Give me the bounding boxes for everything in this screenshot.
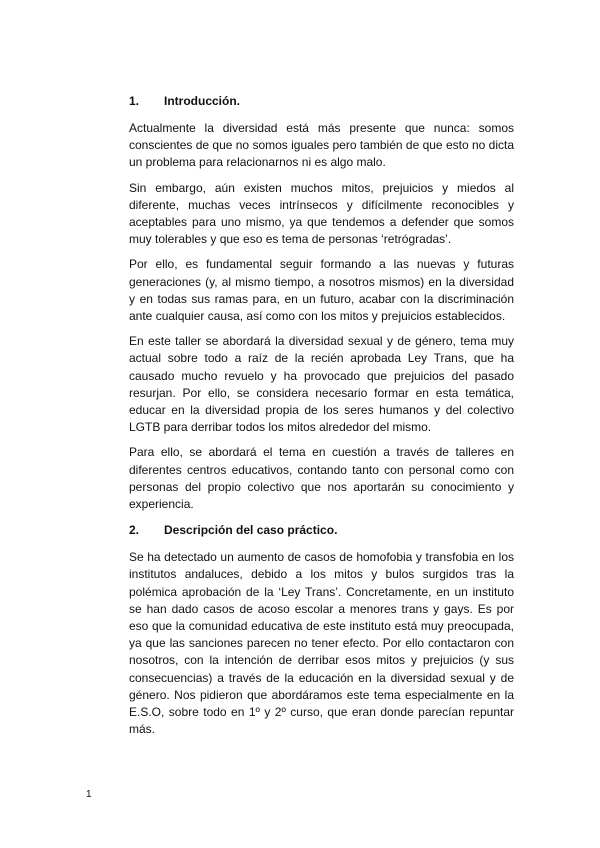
section-heading-descripcion	[129, 521, 514, 539]
paragraph: En este taller se abordará la diversidad sexual y de género, tema muy actual sobre todo a raíz de la recién aprobada Ley Trans, que ha causado mucho revuelo y ha provocado que prejuicios del pasado resurjan. Por ello, se considera necesario formar en esta temática, educar en la diversidad propia de los seres humanos y del colectivo LGTB para derribar todos los mitos alrededor del mismo.	[129, 334, 514, 435]
paragraph: Sin embargo, aún existen muchos mitos, prejuicios y miedos al diferente, muchas veces intrínsecos y difícilmente reconocibles y aceptables para uno mismo, ya que tendemos a defender que somos muy tolerables y que eso es tema de personas ‘retrógradas’.	[129, 180, 514, 247]
paragraph: Se ha detectado un aumento de casos de homofobia y transfobia en los institutos andaluces, debido a los mitos y bulos surgidos tras la polémica aprobación de la ‘Ley Trans’. Concretamente, en un instituto se han dado casos de acoso escolar a menores trans y gays. Es por eso que la comunidad educativa de este instituto está muy preocupada, ya que las sanciones parecen no tener efecto. Por ello contactaron con nosotros, con la intención de derribar esos mitos y prejuicios (y sus consecuencias) a través de la educación en la diversidad sexual y de género. Nos pidieron que abordáramos este tema especialmente en la E.S.O, sobre todo en 1º y 2º curso, que eran donde parecían repuntar más.	[129, 550, 514, 737]
section-title: Descripción del caso práctico.	[164, 523, 338, 538]
page-number: 1	[86, 789, 92, 800]
section-number: 2.	[129, 523, 140, 538]
page-content	[129, 92, 514, 747]
section-heading-introduccion	[129, 92, 514, 110]
section-number: 1.	[129, 94, 140, 108]
paragraph: Para ello, se abordará el tema en cuestión a través de talleres en diferentes centros educativos, contando tanto con personal como con personas del propio colectivo que nos aportarán su conocimiento y experiencia.	[129, 445, 514, 512]
section-title: Introducción.	[164, 94, 240, 108]
paragraph: Por ello, es fundamental seguir formando a las nuevas y futuras generaciones (y, al mismo tiempo, a nosotros mismos) en la diversidad y en todas sus ramas para, en un futuro, acabar con la discriminación ante cualquier causa, así como con los mitos y prejuicios establecidos.	[129, 257, 514, 324]
paragraph: Actualmente la diversidad está más presente que nunca: somos conscientes de que no somos iguales pero también de que esto no dicta un problema para relacionarnos ni es algo malo.	[129, 121, 514, 170]
